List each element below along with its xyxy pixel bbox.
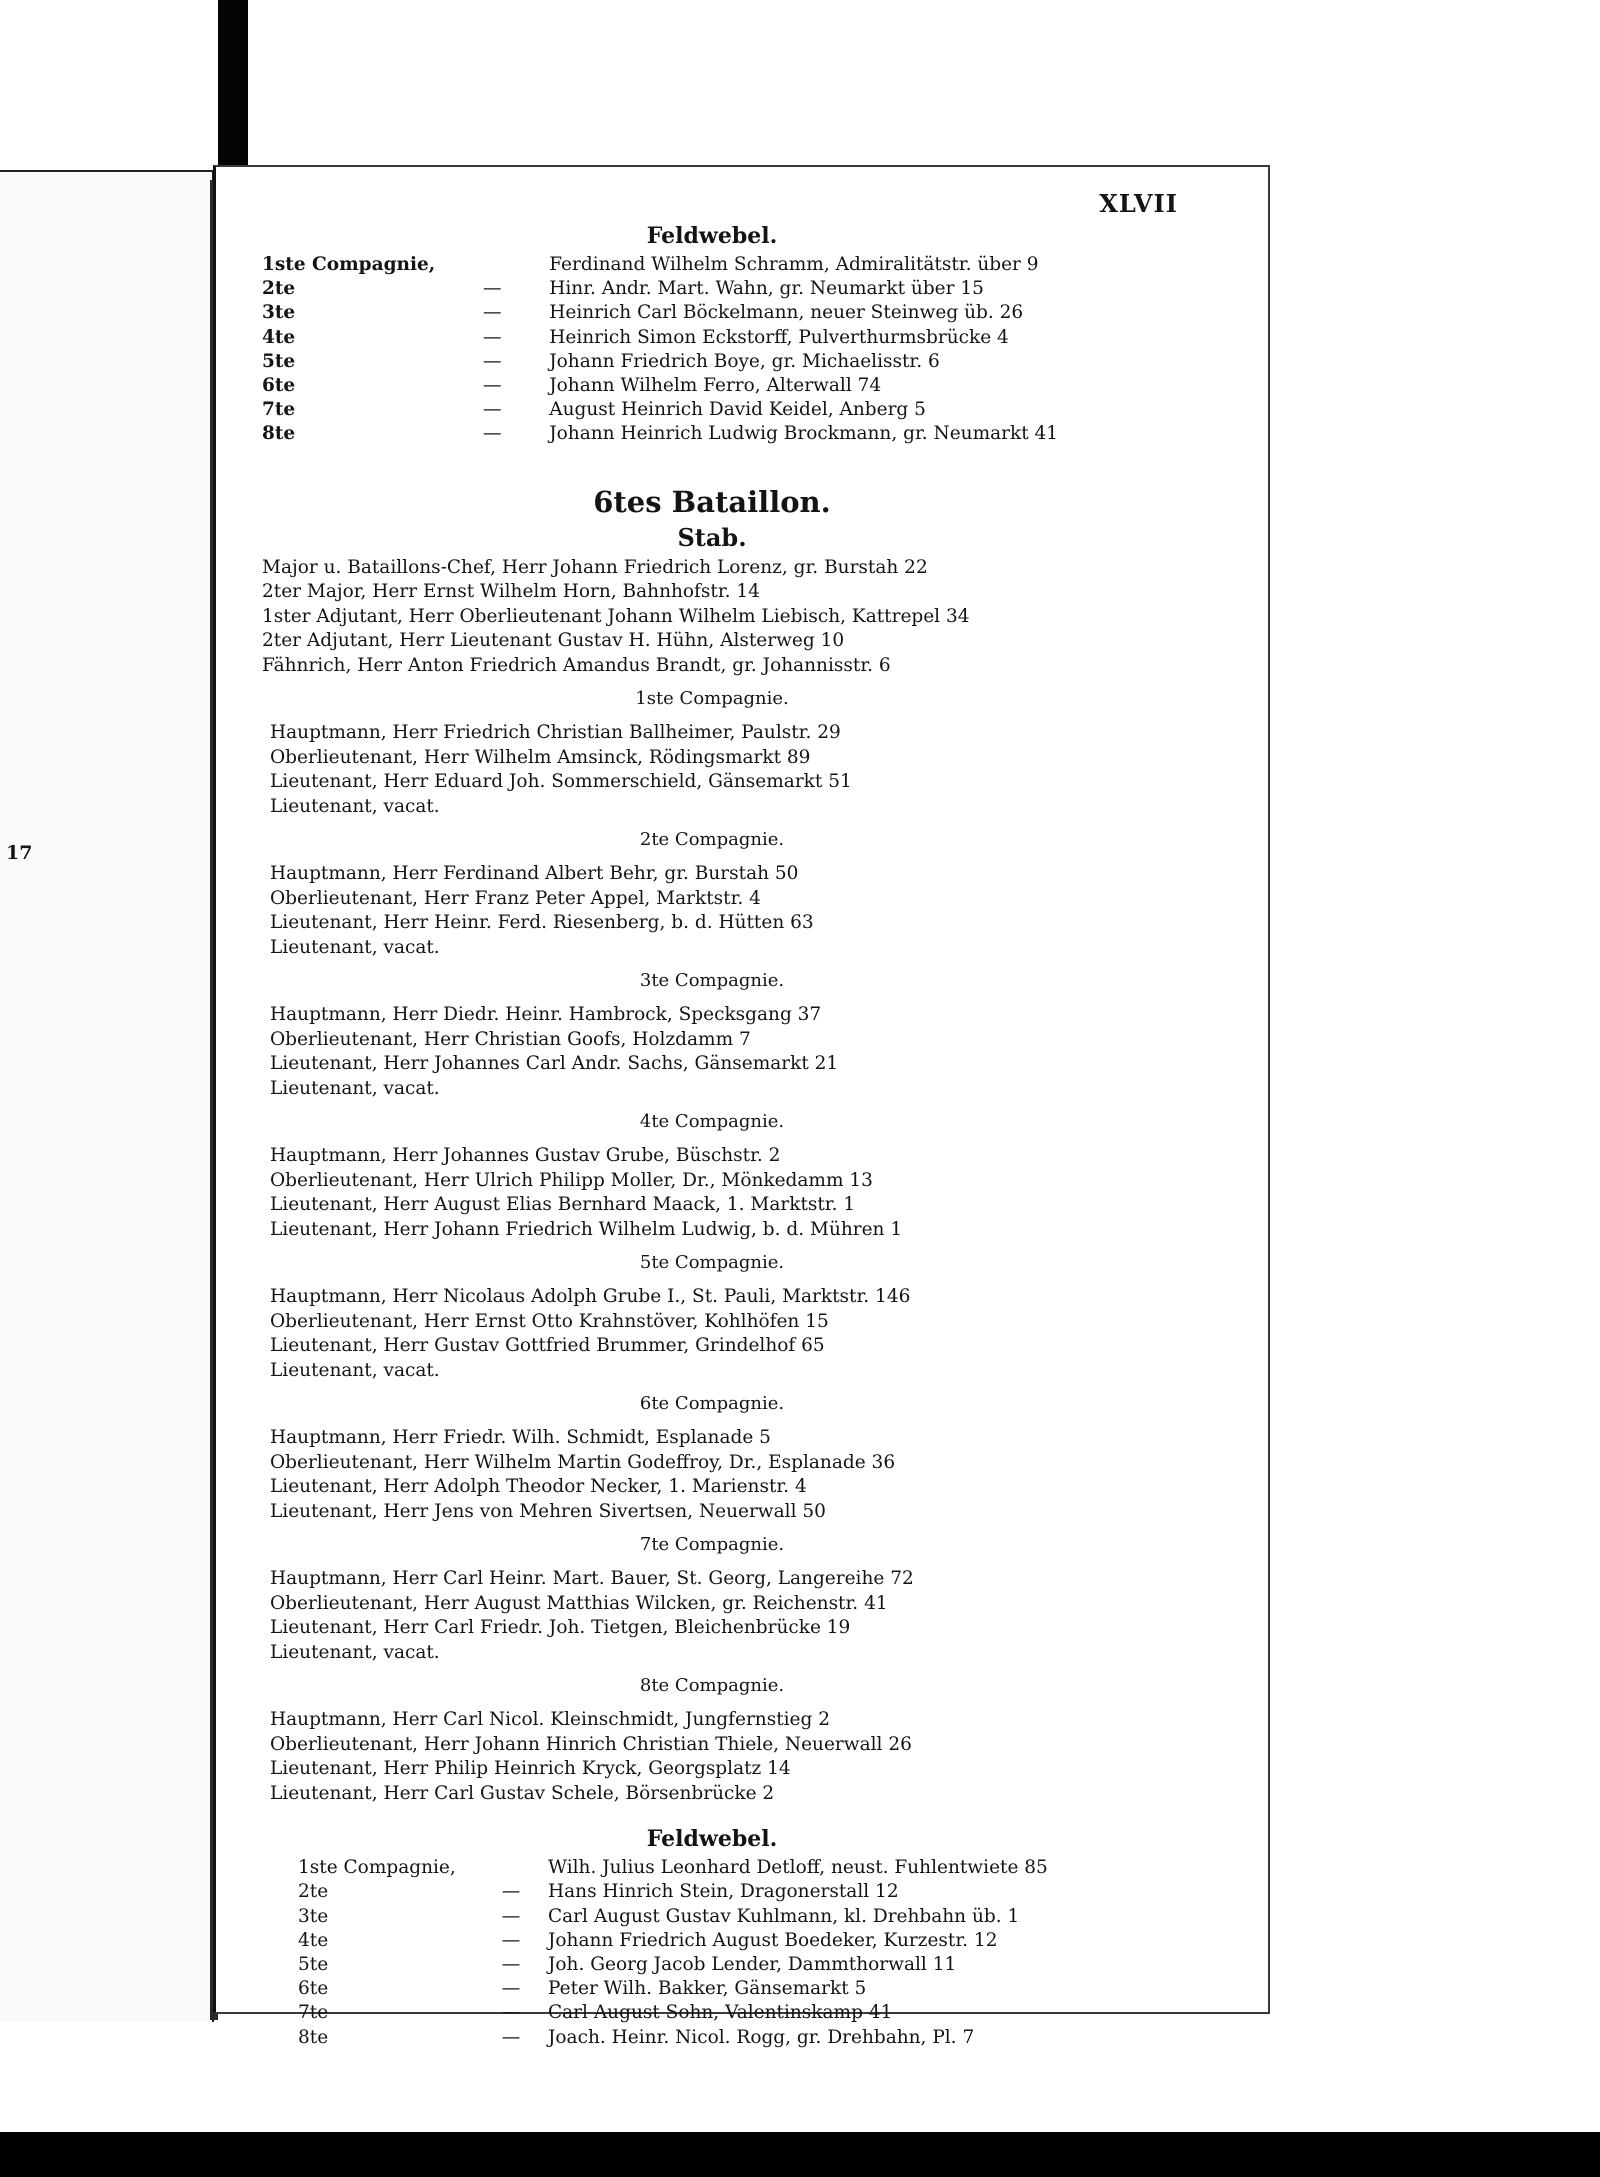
list-item: Oberlieutenant, Herr August Matthias Wilcken, gr. Reichenstr. 41: [270, 1592, 888, 1614]
book-spine: [218, 0, 248, 170]
table-row: 7te — Carl August Sohn, Valentinskamp 41: [298, 2002, 893, 2024]
table-row: 3te — Carl August Gustav Kuhlmann, kl. Drehbahn üb. 1: [298, 1905, 1020, 1927]
list-item: Oberlieutenant, Herr Johann Hinrich Christian Thiele, Neuerwall 26: [270, 1733, 912, 1755]
battalion-title: 6tes Bataillon.: [593, 484, 831, 519]
list-item: 2ter Adjutant, Herr Lieutenant Gustav H. Hühn, Alsterweg 10: [262, 630, 845, 652]
list-item: Lieutenant, vacat.: [270, 1641, 440, 1663]
scan-border: [0, 2132, 1600, 2177]
left-page-number: 17: [6, 842, 33, 864]
table-row: 5te — Johann Friedrich Boye, gr. Michaelisstr. 6: [262, 350, 940, 372]
company-title: 3te Compagnie.: [639, 970, 785, 992]
company-title: 4te Compagnie.: [639, 1111, 785, 1133]
table-row: 7te — August Heinrich David Keidel, Anberg 5: [262, 399, 926, 421]
list-item: Lieutenant, Herr Johannes Carl Andr. Sachs, Gänsemarkt 21: [270, 1053, 839, 1075]
company-4: [262, 1111, 1162, 1242]
list-item: Hauptmann, Herr Carl Heinr. Mart. Bauer, St. Georg, Langereihe 72: [270, 1568, 914, 1590]
list-item: Lieutenant, vacat.: [270, 1359, 440, 1381]
feldwebel-table-2: [262, 1856, 1048, 2050]
list-item: Hauptmann, Herr Friedrich Christian Ballheimer, Paulstr. 29: [270, 722, 841, 744]
list-item: Lieutenant, vacat.: [270, 936, 440, 958]
page-number: XLVII: [1099, 189, 1178, 218]
company-3: [262, 970, 1162, 1101]
list-item: Oberlieutenant, Herr Franz Peter Appel, Marktstr. 4: [270, 887, 761, 909]
table-row: 8te — Joach. Heinr. Nicol. Rogg, gr. Drehbahn, Pl. 7: [298, 2026, 975, 2048]
list-item: Hauptmann, Herr Nicolaus Adolph Grube I., St. Pauli, Marktstr. 146: [270, 1286, 911, 1308]
right-page: [213, 165, 1270, 2048]
staff-title: Stab.: [677, 522, 747, 552]
section-title-feldwebel: Feldwebel.: [646, 223, 778, 249]
list-item: Lieutenant, Herr Jens von Mehren Sivertsen, Neuerwall 50: [270, 1500, 826, 1522]
list-item: Hauptmann, Herr Diedr. Heinr. Hambrock, Specksgang 37: [270, 1004, 822, 1026]
list-item: Lieutenant, Herr Adolph Theodor Necker, 1. Marienstr. 4: [270, 1476, 807, 1498]
list-item: Hauptmann, Herr Ferdinand Albert Behr, gr. Burstah 50: [270, 863, 799, 885]
company-1: [262, 688, 1162, 819]
table-row: 4te — Johann Friedrich August Boedeker, Kurzestr. 12: [298, 1929, 998, 1951]
table-row: 8te — Johann Heinrich Ludwig Brockmann, gr. Neumarkt 41: [262, 423, 1059, 445]
company-6: [262, 1393, 1162, 1524]
list-item: Lieutenant, Herr Philip Heinrich Kryck, Georgsplatz 14: [270, 1758, 791, 1780]
list-item: 2ter Major, Herr Ernst Wilhelm Horn, Bahnhofstr. 14: [262, 581, 760, 603]
feldwebel-table: [262, 253, 1058, 447]
list-item: Lieutenant, Herr Carl Friedr. Joh. Tietgen, Bleichenbrücke 19: [270, 1617, 851, 1639]
company-title: 7te Compagnie.: [639, 1534, 785, 1556]
list-item: Oberlieutenant, Herr Wilhelm Martin Godeffroy, Dr., Esplanade 36: [270, 1451, 896, 1473]
list-item: Lieutenant, Herr August Elias Bernhard Maack, 1. Marktstr. 1: [270, 1194, 856, 1216]
table-row: 6te — Johann Wilhelm Ferro, Alterwall 74: [262, 375, 882, 397]
list-item: Hauptmann, Herr Johannes Gustav Grube, Büschstr. 2: [270, 1145, 781, 1167]
company-2: [262, 829, 1162, 960]
company-title: 1ste Compagnie.: [635, 688, 789, 710]
list-item: Oberlieutenant, Herr Ernst Otto Krahnstöver, Kohlhöfen 15: [270, 1310, 829, 1332]
table-row: 2te — Hans Hinrich Stein, Dragonerstall 12: [298, 1881, 899, 1903]
list-item: Oberlieutenant, Herr Ulrich Philipp Moller, Dr., Mönkedamm 13: [270, 1169, 873, 1191]
left-page: [0, 170, 214, 2022]
company-7: [262, 1534, 1162, 1665]
list-item: Hauptmann, Herr Friedr. Wilh. Schmidt, Esplanade 5: [270, 1427, 771, 1449]
company-8: [262, 1675, 1162, 1806]
table-row: 1ste Compagnie, Ferdinand Wilhelm Schramm, Admiralitätstr. über 9: [262, 254, 1039, 275]
page-content: [262, 223, 1162, 2050]
table-row: 1ste Compagnie, Wilh. Julius Leonhard Detloff, neust. Fuhlentwiete 85: [298, 1857, 1048, 1879]
list-item: Lieutenant, Herr Heinr. Ferd. Riesenberg, b. d. Hütten 63: [270, 912, 814, 934]
list-item: Lieutenant, Herr Johann Friedrich Wilhelm Ludwig, b. d. Mühren 1: [270, 1218, 903, 1240]
table-row: 2te — Hinr. Andr. Mart. Wahn, gr. Neumarkt über 15: [262, 278, 984, 300]
list-item: 1ster Adjutant, Herr Oberlieutenant Johann Wilhelm Liebisch, Kattrepel 34: [262, 605, 970, 627]
table-row: 3te — Heinrich Carl Böckelmann, neuer Steinweg üb. 26: [262, 302, 1024, 324]
list-item: Oberlieutenant, Herr Christian Goofs, Holzdamm 7: [270, 1028, 751, 1050]
list-item: Fähnrich, Herr Anton Friedrich Amandus Brandt, gr. Johannisstr. 6: [262, 654, 891, 676]
list-item: Major u. Bataillons-Chef, Herr Johann Friedrich Lorenz, gr. Burstah 22: [262, 556, 928, 578]
company-title: 8te Compagnie.: [639, 1675, 785, 1697]
list-item: Lieutenant, Herr Gustav Gottfried Brummer, Grindelhof 65: [270, 1335, 825, 1357]
list-item: Hauptmann, Herr Carl Nicol. Kleinschmidt, Jungfernstieg 2: [270, 1709, 830, 1731]
table-row: 5te — Joh. Georg Jacob Lender, Dammthorwall 11: [298, 1953, 957, 1975]
company-5: [262, 1252, 1162, 1383]
company-title: 5te Compagnie.: [639, 1252, 785, 1274]
staff-list: [262, 556, 1162, 679]
table-row: 4te — Heinrich Simon Eckstorff, Pulverthurmsbrücke 4: [262, 326, 1009, 348]
list-item: Oberlieutenant, Herr Wilhelm Amsinck, Rödingsmarkt 89: [270, 746, 811, 768]
table-row: 6te — Peter Wilh. Bakker, Gänsemarkt 5: [298, 1978, 867, 2000]
list-item: Lieutenant, Herr Carl Gustav Schele, Börsenbrücke 2: [270, 1782, 775, 1804]
list-item: Lieutenant, vacat.: [270, 1077, 440, 1099]
company-title: 6te Compagnie.: [639, 1393, 785, 1415]
list-item: Lieutenant, Herr Eduard Joh. Sommerschield, Gänsemarkt 51: [270, 771, 852, 793]
company-title: 2te Compagnie.: [639, 829, 785, 851]
section-title-feldwebel-2: Feldwebel.: [646, 1826, 778, 1853]
list-item: Lieutenant, vacat.: [270, 795, 440, 817]
